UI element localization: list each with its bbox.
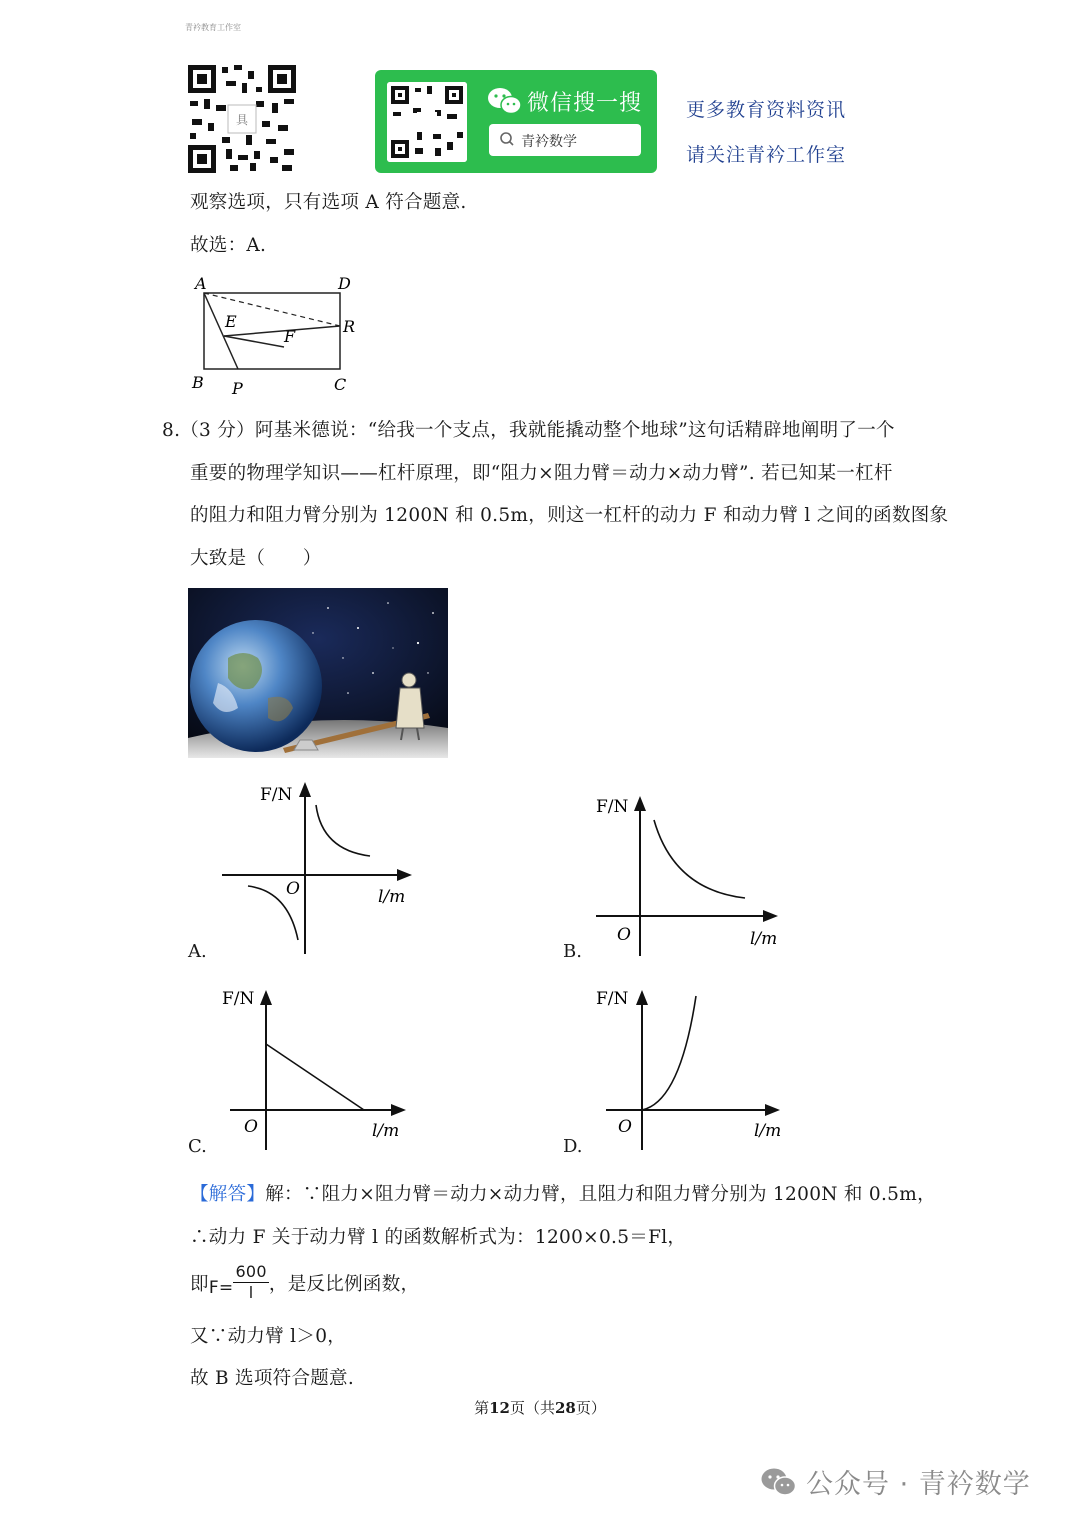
option-a-origin-label: O (286, 879, 300, 899)
search-icon (499, 131, 515, 147)
wechat-account-watermark (760, 1462, 1031, 1501)
question-line-1: 8.（3 分）阿基米德说：“给我一个支点，我就能撬动整个地球”这句话精辟地阐明了一个 (162, 420, 895, 441)
promo-line-2: 请关注青衿工作室 (686, 144, 847, 166)
answer-line-1-text: 解：∵阻力×阻力臂＝动力×动力臂，且阻力和阻力臂分别为 1200N 和 0.5m， (265, 1184, 936, 1205)
question-line-2: 重要的物理学知识——杠杆原理，即“阻力×阻力臂＝动力×动力臂”. 若已知某一杠杆 (190, 463, 893, 484)
prev-solution-line-2: 故选：A. (190, 235, 267, 256)
answer-line-3-suffix: ，是反比例函数， (268, 1273, 420, 1295)
footer-suffix: 页） (575, 1399, 606, 1417)
footer-middle: 页（共 (509, 1399, 555, 1417)
footer-total-pages: 28 (555, 1399, 576, 1417)
footer-page-number: 12 (489, 1399, 510, 1417)
answer-tag: 【解答】 (190, 1184, 266, 1205)
option-d-origin-label: O (618, 1117, 632, 1137)
archimedes-lever-illustration (188, 588, 448, 758)
wechat-search-banner[interactable] (375, 70, 657, 173)
answer-line-2: ∴动力 F 关于动力臂 l 的函数解析式为：1200×0.5＝Fl， (190, 1227, 687, 1248)
option-a-label: A. (188, 941, 207, 962)
label-F: F (284, 327, 296, 346)
qr-code-image (186, 63, 298, 175)
label-R: R (343, 317, 356, 336)
answer-fraction (233, 1262, 268, 1303)
option-c-y-axis-label: F/N (222, 989, 255, 1009)
footer-prefix: 第 (474, 1399, 490, 1417)
option-b-y-axis-label: F/N (596, 797, 629, 817)
answer-formula-f: F= (208, 1277, 234, 1298)
question-line-3: 的阻力和阻力臂分别为 1200N 和 0.5m，则这一杠杆的动力 F 和动力臂 l 之间的函数图象 (190, 505, 949, 526)
page-footer (0, 1397, 1080, 1418)
option-b-label: B. (563, 941, 582, 962)
wechat-logo-icon (760, 1466, 798, 1498)
label-A: A (195, 274, 207, 293)
option-b-graph (590, 790, 790, 960)
answer-fraction-numerator: 600 (235, 1262, 267, 1281)
wechat-logo-icon (487, 86, 523, 116)
prev-solution-line-1: 观察选项，只有选项 A 符合题意. (190, 192, 467, 213)
option-c-graph (218, 982, 418, 1152)
option-a-x-axis-label: l/m (378, 887, 406, 907)
wechat-search-input[interactable] (489, 124, 641, 156)
promo-line-1: 更多教育资料资讯 (686, 99, 847, 121)
option-c-x-axis-label: l/m (372, 1121, 400, 1141)
label-E: E (225, 312, 237, 331)
option-d-x-axis-label: l/m (754, 1121, 782, 1141)
option-d-label: D. (563, 1136, 583, 1157)
answer-fraction-denominator: l (248, 1283, 254, 1302)
rectangle-geometry-figure (186, 270, 366, 400)
label-C: C (334, 375, 347, 394)
answer-line-3-prefix: 即 (190, 1273, 209, 1295)
option-b-x-axis-label: l/m (750, 929, 778, 949)
wechat-search-title: 微信搜一搜 (527, 91, 643, 116)
watermark-text: 公众号 · 青衿数学 (806, 1469, 1031, 1500)
answer-line-3 (190, 1262, 419, 1303)
wechat-qr-code-image (387, 82, 467, 162)
option-c-label: C. (188, 1136, 207, 1157)
answer-line-4: 又∵动力臂 l＞0， (190, 1326, 347, 1347)
question-line-4: 大致是（ ） (190, 548, 322, 569)
option-d-y-axis-label: F/N (596, 989, 629, 1009)
option-a-graph (218, 778, 418, 960)
label-D: D (338, 274, 351, 293)
answer-line-5: 故 B 选项符合题意. (190, 1368, 355, 1389)
option-a-y-axis-label: F/N (260, 785, 293, 805)
label-P: P (232, 379, 243, 398)
option-d-graph (590, 982, 790, 1152)
label-B: B (192, 373, 204, 392)
answer-line-1 (190, 1180, 936, 1206)
wechat-search-query: 青衿数学 (521, 134, 577, 150)
option-b-origin-label: O (617, 925, 631, 945)
svg-text:具: 具 (235, 113, 249, 127)
option-c-origin-label: O (244, 1117, 258, 1137)
header-tiny-text: 青衿教育工作室 (185, 23, 241, 32)
